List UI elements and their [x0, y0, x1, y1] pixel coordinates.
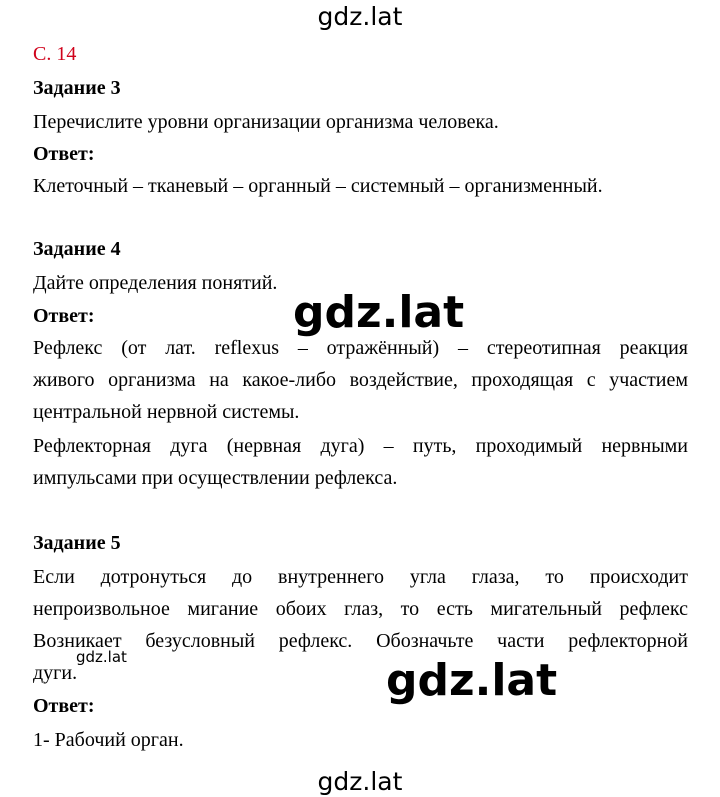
- task3-heading: Задание 3: [33, 77, 121, 99]
- task5-question-line: Если дотронуться до внутреннего угла глаза, то происходит: [33, 566, 688, 588]
- watermark-big: gdz.lat: [386, 655, 558, 706]
- task5-answer-label: Ответ:: [33, 695, 95, 717]
- task4-answer-line: Рефлекторная дуга (нервная дуга) – путь, проходимый нервными: [33, 435, 688, 457]
- task4-answer-line: Рефлекс (от лат. reflexus – отражённый) – стереотипная реакция: [33, 337, 688, 359]
- task4-answer-line: импульсами при осуществлении рефлекса.: [33, 467, 398, 489]
- watermark-top: gdz.lat: [317, 2, 403, 31]
- task4-answer-label: Ответ:: [33, 305, 95, 327]
- task4-answer-line: центральной нервной системы.: [33, 401, 300, 423]
- page-reference: С. 14: [33, 43, 77, 65]
- watermark-middle: gdz.lat: [293, 287, 465, 338]
- task4-answer-line: живого организма на какое-либо воздействие, проходящая с участием: [33, 369, 688, 391]
- task5-question-line: Возникает безусловный рефлекс. Обозначьте части рефлекторной: [33, 630, 688, 652]
- task4-question: Дайте определения понятий.: [33, 272, 278, 294]
- task5-heading: Задание 5: [33, 532, 121, 554]
- task4-heading: Задание 4: [33, 238, 121, 260]
- watermark-bottom: gdz.lat: [317, 767, 403, 796]
- task3-answer: Клеточный – тканевый – органный – системный – организменный.: [33, 175, 603, 197]
- task3-answer-label: Ответ:: [33, 143, 95, 165]
- task5-question-line: непроизвольное мигание обоих глаз, то есть мигательный рефлекс: [33, 598, 688, 620]
- watermark-small: gdz.lat: [76, 648, 127, 666]
- task3-question: Перечислите уровни организации организма человека.: [33, 111, 499, 133]
- task5-answer: 1- Рабочий орган.: [33, 729, 184, 751]
- task5-question-line: дуги.: [33, 662, 78, 684]
